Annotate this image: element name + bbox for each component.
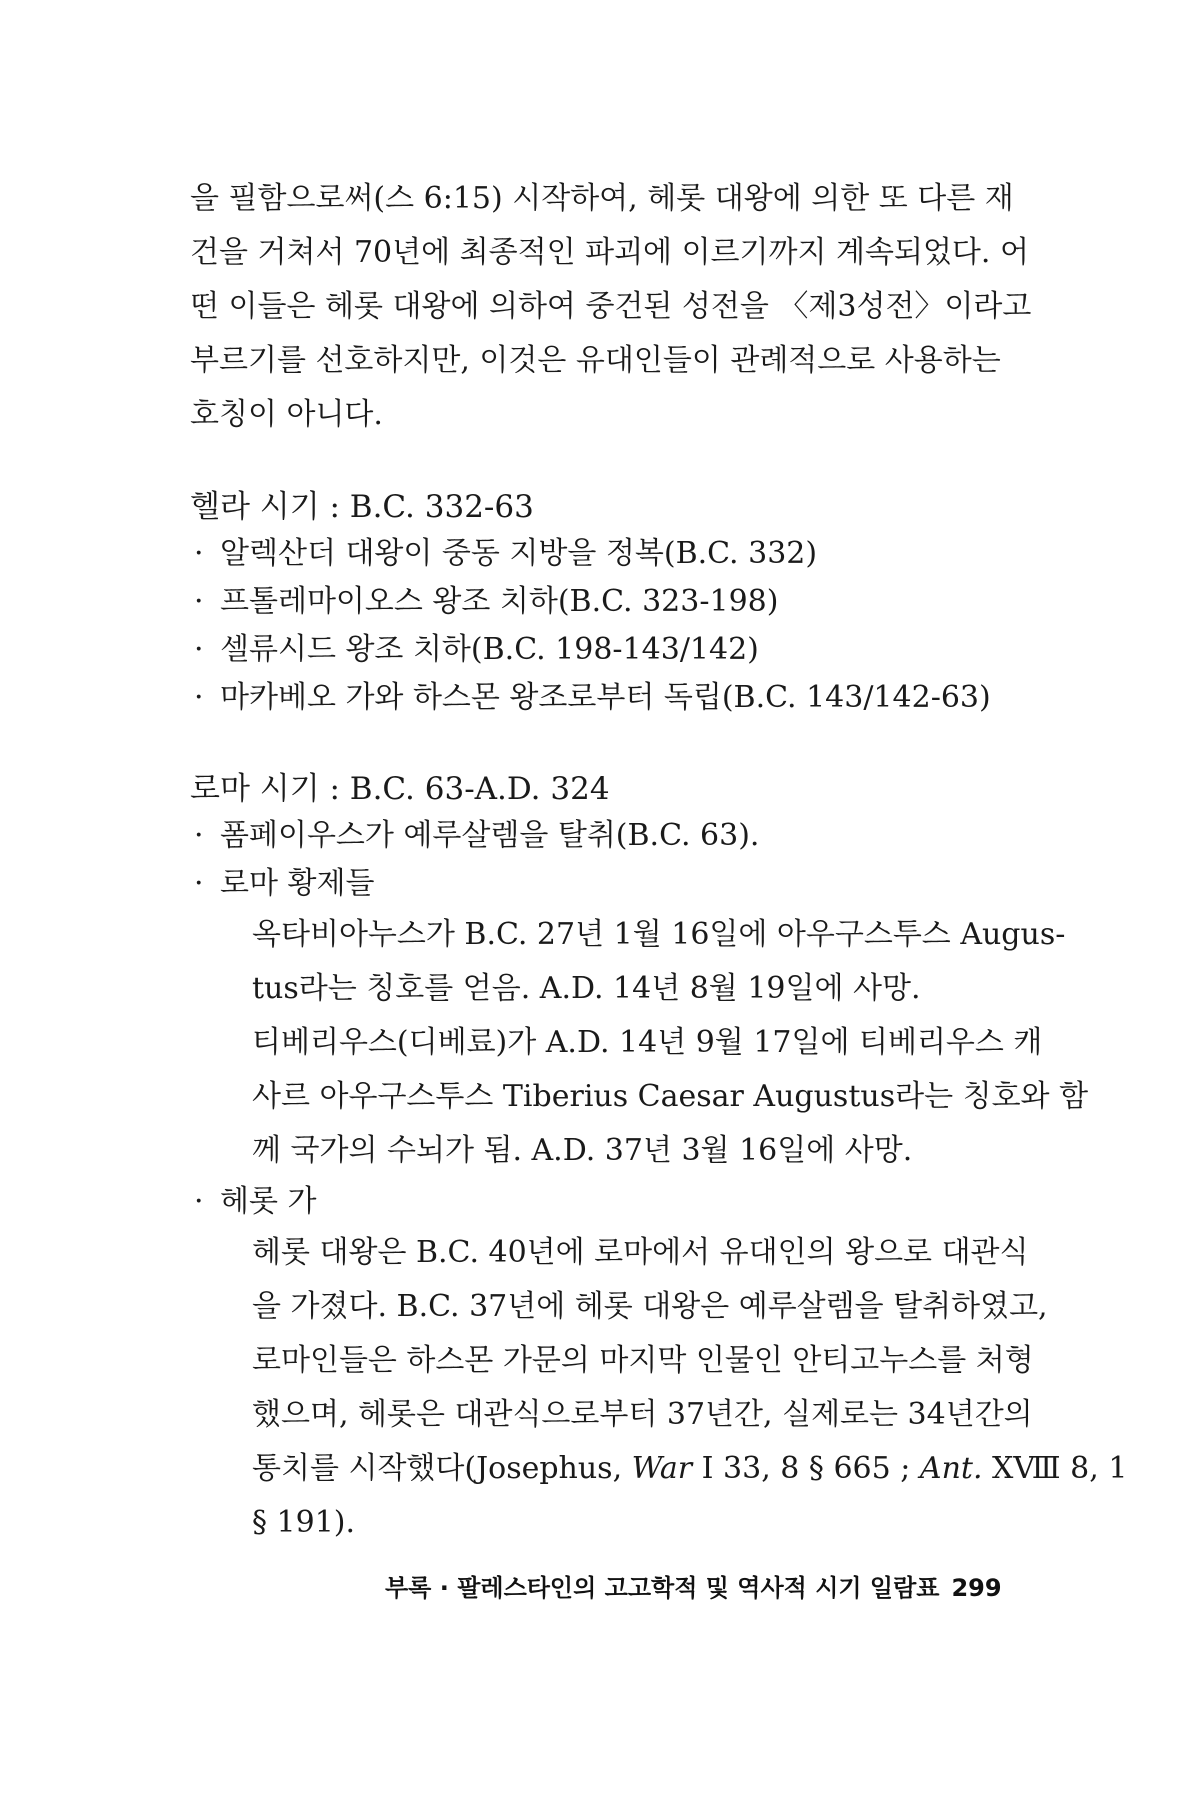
emperors-line: 사르 아우구스투스 Tiberius Caesar Augustus라는 칭호와 함: [252, 1079, 1089, 1114]
page-footer: [385, 1568, 1002, 1603]
list-item: [190, 1178, 1010, 1226]
list-item: [190, 530, 1010, 578]
emperors-line: tus라는 칭호를 얻음. A.D. 14년 8월 19일에 사망.: [252, 971, 921, 1006]
intro-line: 을 필함으로써(스 6:15) 시작하여, 헤롯 대왕에 의한 또 다른 재: [190, 181, 1014, 216]
running-footer-title: 부록 · 팔레스타인의 고고학적 및 역사적 시기 일람표: [385, 1574, 940, 1602]
bullet-text: 폼페이우스가 예루살렘을 탈취(B.C. 63).: [220, 818, 760, 853]
citation-ant: Ant.: [919, 1451, 983, 1486]
bullet-text: 프톨레마이오스 왕조 치하(B.C. 323-198): [220, 584, 779, 619]
bullet-text: 알렉산더 대왕이 중동 지방을 정복(B.C. 332): [220, 536, 818, 571]
citation-text: XⅧ 8, 1: [982, 1451, 1128, 1486]
intro-line: 부르기를 선호하지만, 이것은 유대인들이 관례적으로 사용하는: [190, 343, 1001, 378]
citation-war: War: [631, 1451, 693, 1486]
emperors-paragraph: [190, 908, 1089, 1178]
herod-citation-line: [252, 1442, 1128, 1496]
bullet-dot-icon: ·: [194, 584, 204, 619]
hellenistic-heading: 헬라 시기 : B.C. 332-63: [190, 489, 534, 525]
herod-line: § 191).: [252, 1505, 356, 1540]
citation-text: Ⅰ 33, 8 § 665 ;: [692, 1451, 920, 1486]
page-number: 299: [951, 1574, 1002, 1602]
emperors-line: 티베리우스(디베료)가 A.D. 14년 9월 17일에 티베리우스 캐: [252, 1025, 1043, 1060]
list-item: [190, 626, 1010, 674]
citation-text: 통치를 시작했다(Josephus,: [252, 1451, 632, 1486]
intro-line: 떤 이들은 헤롯 대왕에 의하여 중건된 성전을 〈제3성전〉이라고: [190, 289, 1032, 324]
page-body: [190, 172, 1128, 1550]
bullet-text: 로마 황제들: [220, 866, 375, 901]
herod-line: 헤롯 대왕은 B.C. 40년에 로마에서 유대인의 왕으로 대관식: [252, 1235, 1029, 1270]
bullet-text: 헤롯 가: [220, 1184, 317, 1219]
list-item: [190, 578, 1010, 626]
herod-line: 로마인들은 하스몬 가문의 마지막 인물인 안티고누스를 처형: [252, 1343, 1034, 1378]
list-item: [190, 674, 1010, 722]
bullet-dot-icon: ·: [194, 536, 204, 571]
bullet-dot-icon: ·: [194, 818, 204, 853]
emperors-line: 옥타비아누스가 B.C. 27년 1월 16일에 아우구스투스 Augus-: [252, 917, 1066, 952]
herod-line: 했으며, 헤롯은 대관식으로부터 37년간, 실제로는 34년간의: [252, 1397, 1033, 1432]
list-item: [190, 860, 1010, 908]
emperors-line: 께 국가의 수뇌가 됨. A.D. 37년 3월 16일에 사망.: [252, 1133, 913, 1168]
bullet-text: 마카베오 가와 하스몬 왕조로부터 독립(B.C. 143/142-63): [220, 680, 991, 715]
intro-paragraph: [190, 172, 1032, 442]
bullet-text: 셀류시드 왕조 치하(B.C. 198-143/142): [220, 632, 759, 667]
intro-line: 건을 거쳐서 70년에 최종적인 파괴에 이르기까지 계속되었다. 어: [190, 235, 1029, 270]
bullet-dot-icon: ·: [194, 680, 204, 715]
bullet-dot-icon: ·: [194, 866, 204, 901]
bullet-dot-icon: ·: [194, 632, 204, 667]
herod-line: 을 가졌다. B.C. 37년에 헤롯 대왕은 예루살렘을 탈취하였고,: [252, 1289, 1048, 1324]
roman-heading: 로마 시기 : B.C. 63-A.D. 324: [190, 771, 610, 807]
intro-line: 호칭이 아니다.: [190, 397, 383, 432]
herod-paragraph: [190, 1226, 1128, 1550]
bullet-dot-icon: ·: [194, 1184, 204, 1219]
list-item: [190, 812, 1010, 860]
